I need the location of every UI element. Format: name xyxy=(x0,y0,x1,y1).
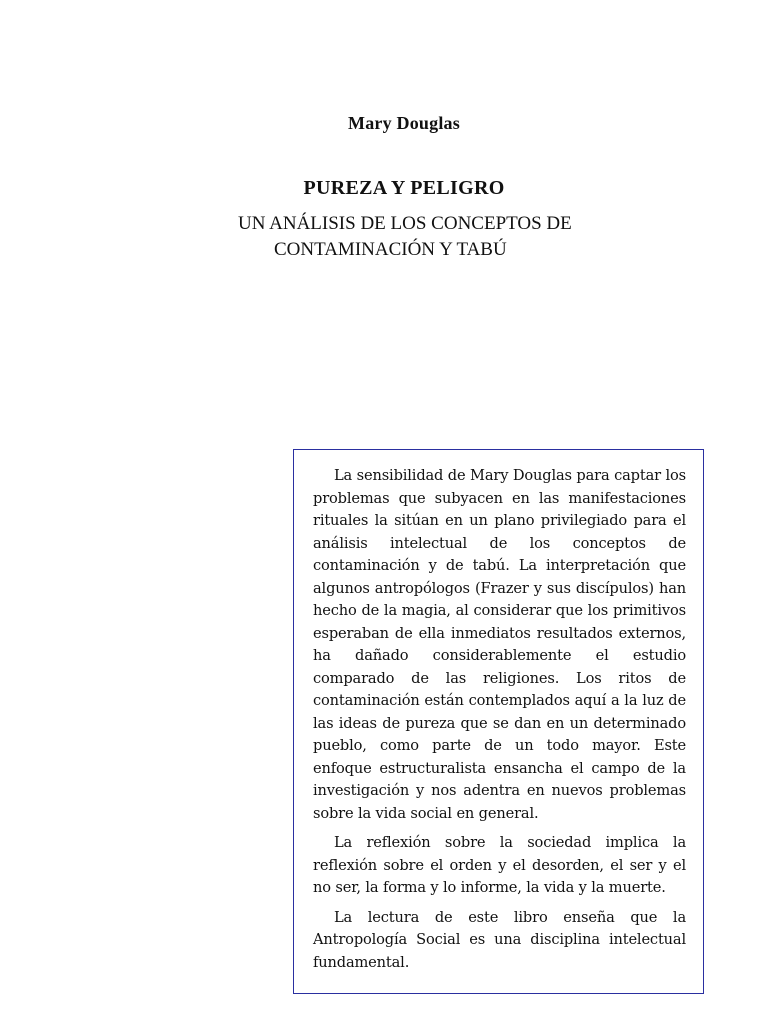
blurb-paragraph-2: La reflexión sobre la sociedad implica la reflexión sobre el orden y el desorden, el ser y el no ser, la forma y lo informe, la vida y la muerte. xyxy=(313,834,686,896)
blurb-paragraph-3: La lectura de este libro enseña que la Antropología Social es una disciplina intelectual fundamental. xyxy=(313,908,686,971)
book-subtitle xyxy=(238,211,598,263)
subtitle-line-1: UN ANÁLISIS DE LOS CONCEPTOS DE xyxy=(238,213,572,234)
book-title: PUREZA Y PELIGRO xyxy=(303,177,505,199)
blurb-box xyxy=(293,449,704,994)
subtitle-line-2: CONTAMINACIÓN Y TABÚ xyxy=(274,239,507,260)
author-name: Mary Douglas xyxy=(348,113,460,133)
blurb-paragraph-1: La sensibilidad de Mary Douglas para captar los problemas que subyacen en las manifestaciones rituales la sitúan en un plano privilegiado para el análisis intelectual de los conceptos de contaminación y de tabú. La interpretación que algunos antropólogos (Frazer y sus discípulos) han hecho de la magia, al considerar que los primitivos esperaban de ella inmediatos resultados externos, ha dañado considerablemente el estudio comparado de las religiones. Los ritos de contaminación están contemplados aquí a la luz de las ideas de pureza que se dan en un determinado pueblo, como parte de un todo mayor. Este enfoque estructuralista ensancha el campo de la investigación y nos adentra en nuevos problemas sobre la vida social en general. xyxy=(313,467,686,822)
